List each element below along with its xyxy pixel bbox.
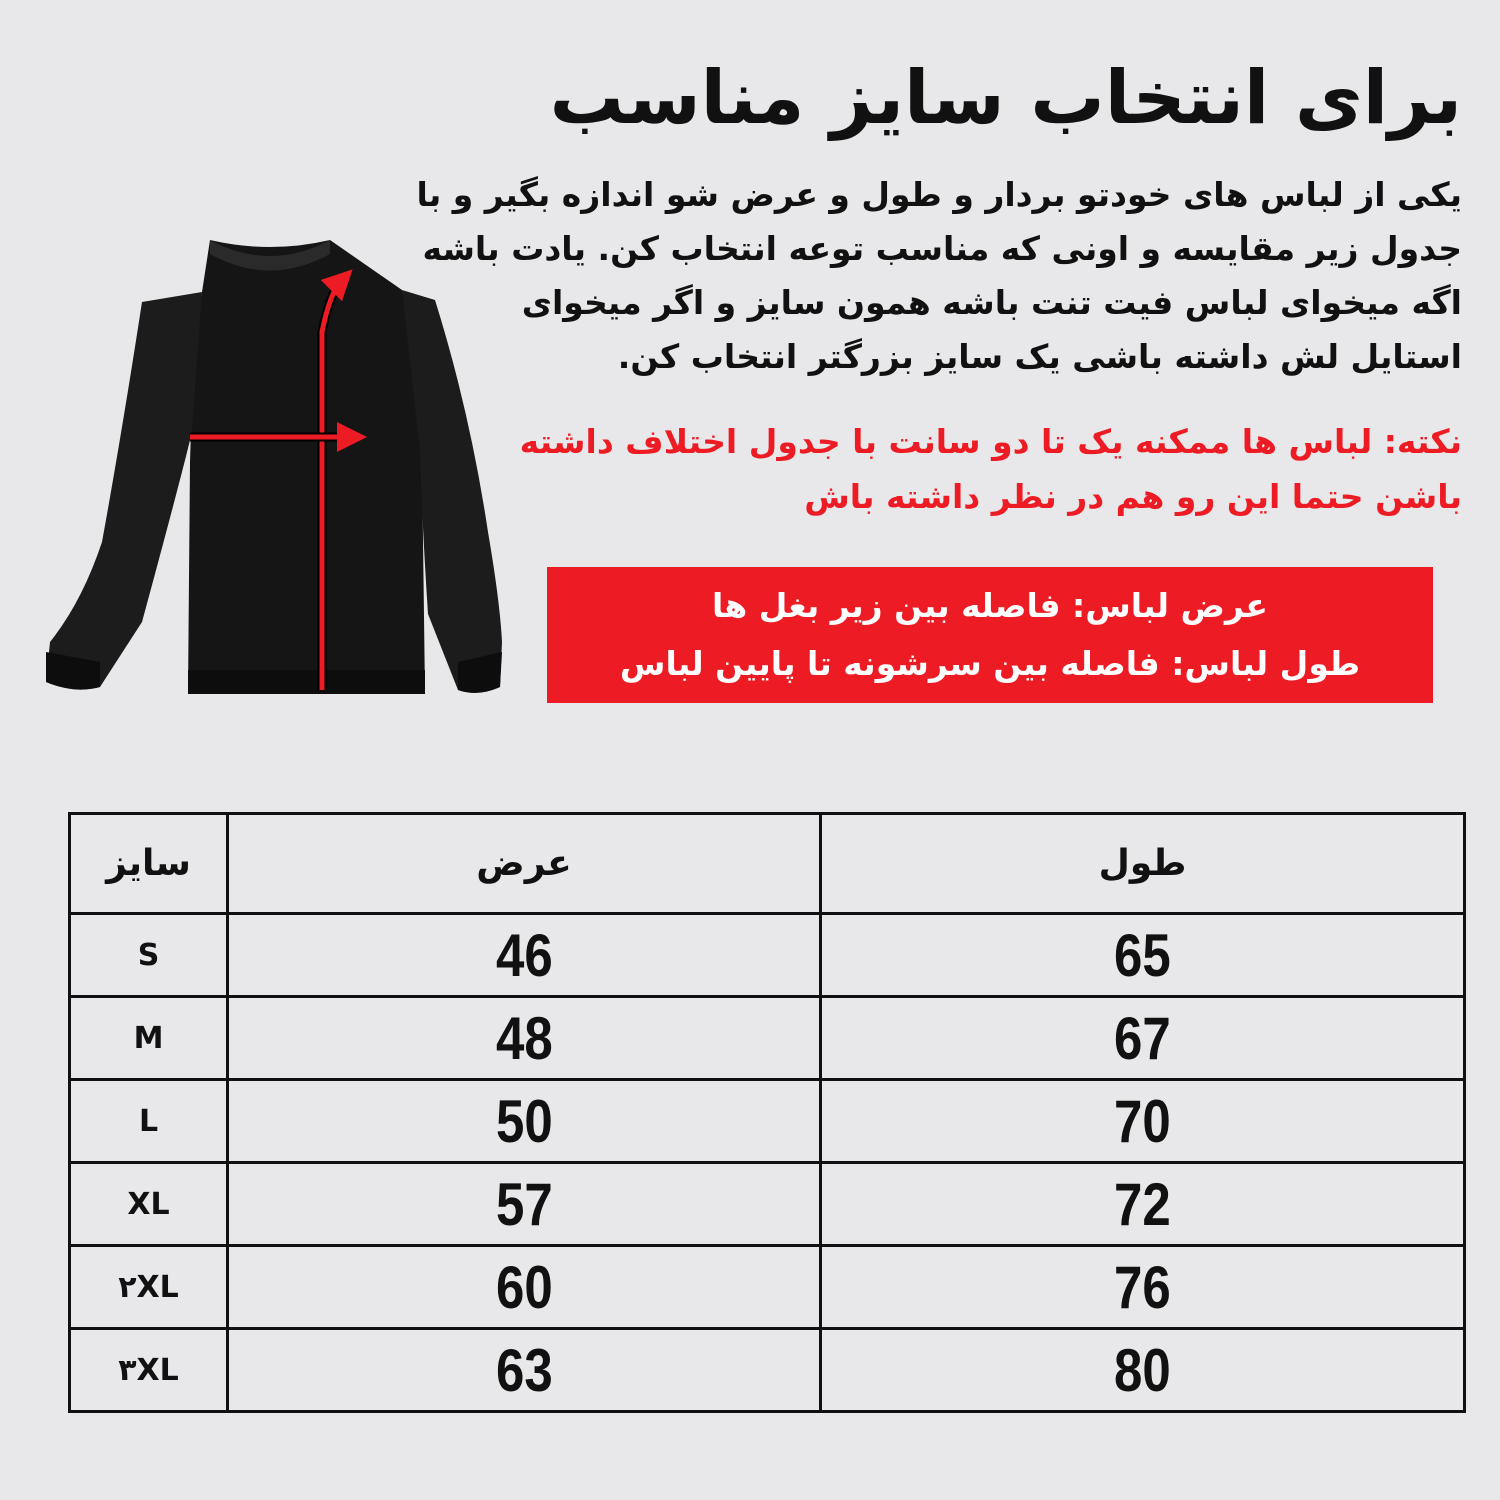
width-value: 46 bbox=[495, 921, 553, 989]
width-value: 63 bbox=[495, 1336, 553, 1404]
page-title: برای انتخاب سایز مناسب bbox=[549, 55, 1462, 141]
length-value: 67 bbox=[1114, 1004, 1171, 1072]
size-cell: S bbox=[70, 914, 228, 997]
length-cell bbox=[821, 997, 1465, 1080]
width-cell bbox=[228, 1080, 821, 1163]
size-cell: ۳XL bbox=[70, 1329, 228, 1412]
table-row bbox=[70, 1329, 1465, 1412]
size-table bbox=[68, 812, 1466, 1413]
width-cell bbox=[228, 1246, 821, 1329]
length-cell bbox=[821, 1246, 1465, 1329]
size-cell: M bbox=[70, 997, 228, 1080]
header-length: طول bbox=[821, 814, 1465, 914]
size-cell: ۲XL bbox=[70, 1246, 228, 1329]
header-size: سایز bbox=[70, 814, 228, 914]
note-text: نکته: لباس ها ممکنه یک تا دو سانت با جدول اختلاف داشته باشن حتما این رو هم در نظر داشته باش bbox=[519, 422, 1462, 516]
length-value: 80 bbox=[1114, 1336, 1171, 1404]
length-value: 70 bbox=[1114, 1087, 1171, 1155]
length-value: 65 bbox=[1114, 921, 1171, 989]
length-cell bbox=[821, 1080, 1465, 1163]
length-cell bbox=[821, 1329, 1465, 1412]
shirt-hem bbox=[188, 670, 425, 694]
width-cell bbox=[228, 1163, 821, 1246]
table-row bbox=[70, 997, 1465, 1080]
width-definition: عرض لباس: فاصله بین زیر بغل ها bbox=[712, 586, 1268, 625]
table-row bbox=[70, 1080, 1465, 1163]
width-value: 60 bbox=[495, 1253, 553, 1321]
measurement-definitions bbox=[547, 567, 1433, 703]
length-value: 76 bbox=[1114, 1253, 1171, 1321]
width-cell bbox=[228, 1329, 821, 1412]
table-row bbox=[70, 914, 1465, 997]
length-definition: طول لباس: فاصله بین سرشونه تا پایین لباس bbox=[619, 644, 1361, 683]
length-cell bbox=[821, 914, 1465, 997]
instructions-text: یکی از لباس های خودتو بردار و طول و عرض شو اندازه بگیر و با جدول زیر مقایسه و اونی که مناسب توعه انتخاب کن. یادت باشه اگه میخوای لباس فیت تنت باشه همون سایز و اگر میخوای استایل لش داشته باشی یک سایز بزرگتر انتخاب کن. bbox=[416, 175, 1462, 376]
shirt-left-sleeve bbox=[46, 292, 202, 690]
width-cell bbox=[228, 997, 821, 1080]
table-row bbox=[70, 1163, 1465, 1246]
width-cell bbox=[228, 914, 821, 997]
size-cell: L bbox=[70, 1080, 228, 1163]
shirt-body bbox=[188, 240, 425, 694]
size-cell: XL bbox=[70, 1163, 228, 1246]
width-value: 57 bbox=[495, 1170, 553, 1238]
length-cell bbox=[821, 1163, 1465, 1246]
table-header-row bbox=[70, 814, 1465, 914]
width-value: 50 bbox=[495, 1087, 553, 1155]
table-row bbox=[70, 1246, 1465, 1329]
sweatshirt-icon bbox=[30, 232, 520, 702]
width-value: 48 bbox=[495, 1004, 553, 1072]
length-value: 72 bbox=[1114, 1170, 1171, 1238]
header-width: عرض bbox=[228, 814, 821, 914]
